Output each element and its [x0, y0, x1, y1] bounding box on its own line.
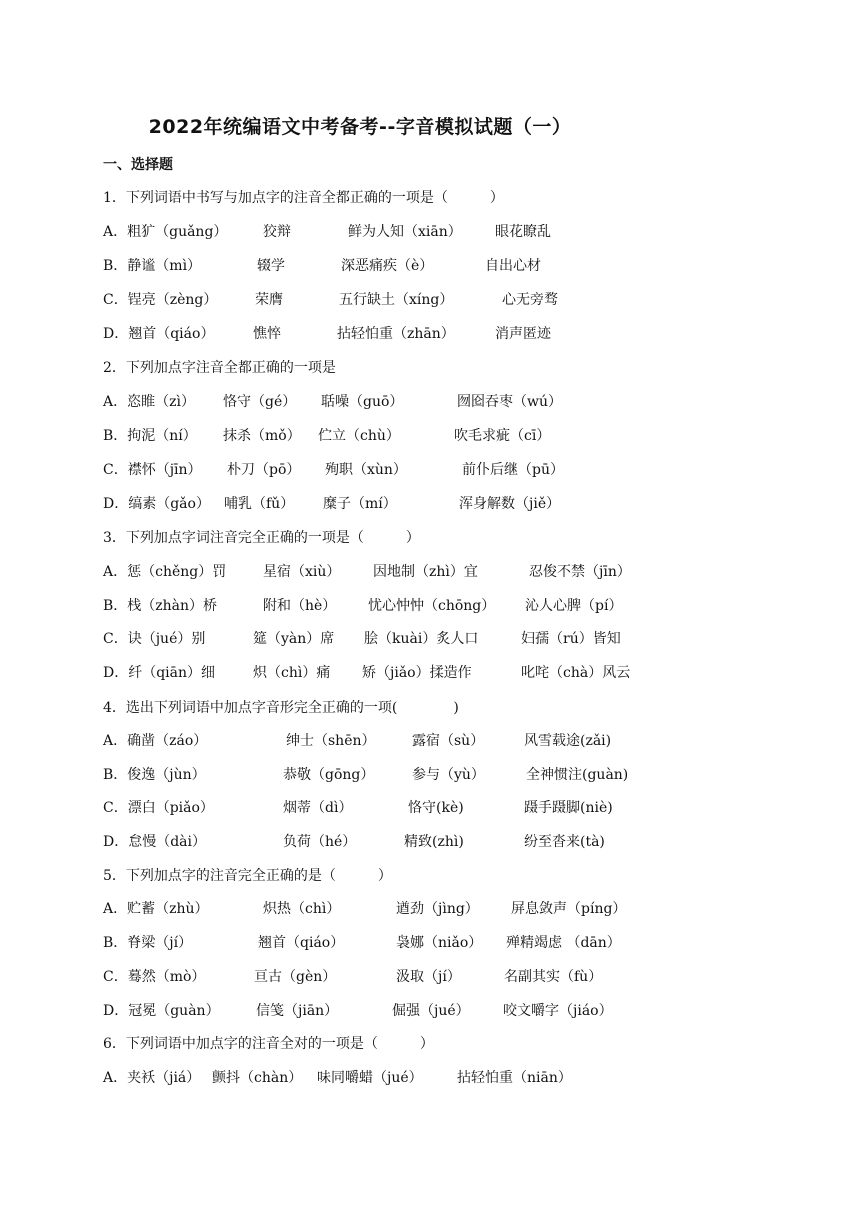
- option-text: 绅士（shēn）: [286, 733, 376, 749]
- question-2-option-a: [103, 391, 753, 413]
- option-text: 朴刀（pō）: [227, 462, 301, 478]
- option-text: 眼花瞭乱: [495, 224, 551, 240]
- option-text: 屏息敛声（píng）: [511, 901, 627, 917]
- option-text: 哺乳（fǔ）: [224, 496, 295, 512]
- question-1-option-c: [103, 289, 753, 311]
- option-text: A．粗犷（guǎng）: [103, 224, 228, 240]
- option-text: 殉职（xùn）: [325, 462, 407, 478]
- option-text: 亘古（gèn）: [254, 969, 337, 985]
- option-text: 忍俊不禁（jīn）: [529, 564, 631, 580]
- option-text: 前仆后继（pū）: [462, 462, 564, 478]
- question-4-stem: 4．选出下列词语中加点字音形完全正确的一项( ): [103, 700, 459, 716]
- option-text: 纷至沓来(tà): [524, 834, 605, 850]
- question-4-option-a: [103, 730, 753, 752]
- question-3-option-a: [103, 561, 753, 583]
- option-text: B．脊梁（jí）: [103, 935, 193, 951]
- option-text: 抹杀（mǒ）: [223, 428, 301, 444]
- option-text: 遒劲（jìng）: [396, 901, 479, 917]
- option-text: 自出心材: [485, 258, 541, 274]
- option-text: 炽热（chì）: [263, 901, 341, 917]
- option-text: 因地制（zhì）宜: [373, 564, 478, 580]
- option-text: 狡辩: [263, 224, 291, 240]
- question-3-stem: 3．下列加点字词注音完全正确的一项是（ ）: [103, 530, 420, 546]
- option-text: 味同嚼蜡（jué）: [317, 1070, 423, 1086]
- option-text: 炽（chì）痛: [253, 665, 331, 681]
- option-text: 拈轻怕重（zhān）: [337, 326, 455, 342]
- option-text: D．翘首（qiáo）: [103, 326, 215, 342]
- option-text: A．惩（chěng）罚: [103, 564, 227, 580]
- question-5-option-c: [103, 966, 753, 988]
- option-text: 咬文嚼字（jiáo）: [503, 1003, 613, 1019]
- question-4-option-c: [103, 797, 753, 819]
- option-text: A．确凿（záo）: [103, 733, 208, 749]
- question-2-option-c: [103, 459, 753, 481]
- option-text: B．栈（zhàn）桥: [103, 598, 218, 614]
- option-text: 消声匿迹: [495, 326, 551, 342]
- option-text: 矫（jiǎo）揉造作: [362, 665, 472, 681]
- option-text: 翘首（qiáo）: [258, 935, 345, 951]
- option-text: 风雪载途(zǎi): [524, 733, 612, 749]
- option-text: C．漂白（piǎo）: [103, 800, 214, 816]
- option-text: 辍学: [257, 258, 285, 274]
- option-text: 筵（yàn）席: [253, 631, 335, 647]
- option-text: 糜子（mí）: [323, 496, 397, 512]
- option-text: C．诀（jué）别: [103, 631, 206, 647]
- question-1-option-b: [103, 255, 753, 277]
- question-5-option-a: [103, 898, 753, 920]
- option-text: A．贮蓄（zhù）: [103, 901, 209, 917]
- option-text: 名副其实（fù）: [504, 969, 603, 985]
- page-title: 2022年统编语文中考备考--字音模拟试题（一）: [148, 116, 572, 138]
- option-text: 囫囵吞枣（wú）: [457, 394, 562, 410]
- option-text: D．冠冕（guàn）: [103, 1003, 220, 1019]
- question-2-option-b: [103, 425, 753, 447]
- question-5-option-b: [103, 932, 753, 954]
- question-1-stem: 1．下列词语中书写与加点字的注音全都正确的一项是（ ）: [103, 190, 504, 206]
- option-text: 汲取（jí）: [396, 969, 461, 985]
- option-text: 袅娜（niǎo）: [396, 935, 483, 951]
- option-text: 恪守(kè): [408, 800, 464, 816]
- option-text: 鲜为人知（xiān）: [348, 224, 462, 240]
- option-text: C．蓦然（mò）: [103, 969, 206, 985]
- option-text: 烟蒂（dì）: [283, 800, 353, 816]
- question-2-stem: 2．下列加点字注音全都正确的一项是: [103, 360, 336, 376]
- option-text: 浑身解数（jiě）: [459, 496, 561, 512]
- question-3-option-d: [103, 662, 753, 684]
- option-text: 深恶痛疾（è）: [341, 258, 434, 274]
- option-text: C．锃亮（zèng）: [103, 292, 218, 308]
- option-text: 心无旁骛: [502, 292, 558, 308]
- question-3-option-c: [103, 628, 753, 650]
- option-text: 忧心忡忡（chōng）: [368, 598, 496, 614]
- option-text: A．夹袄（jiá）: [103, 1070, 201, 1086]
- question-1-option-a: [103, 221, 753, 243]
- option-text: 全神惯注(guàn): [526, 767, 629, 783]
- option-text: D．缟素（gǎo）: [103, 496, 210, 512]
- option-text: 五行缺土（xíng）: [339, 292, 454, 308]
- option-text: 恭敬（gōng）: [283, 767, 375, 783]
- option-text: 脍（kuài）炙人口: [364, 631, 479, 647]
- option-text: 精致(zhì): [404, 834, 464, 850]
- option-text: 荣膺: [255, 292, 283, 308]
- question-1-option-d: [103, 323, 753, 345]
- option-text: 负荷（hé）: [283, 834, 357, 850]
- question-3-option-b: [103, 595, 753, 617]
- option-text: 殚精竭虑 （dān）: [506, 935, 621, 951]
- option-text: 恪守（gé）: [223, 394, 297, 410]
- question-4-option-b: [103, 764, 753, 786]
- option-text: 颤抖（chàn）: [212, 1070, 303, 1086]
- option-text: 附和（hè）: [263, 598, 337, 614]
- section-heading: 一、选择题: [103, 157, 173, 173]
- option-text: 叱咤（chà）风云: [521, 665, 631, 681]
- option-text: B．俊逸（jùn）: [103, 767, 206, 783]
- question-5-stem: 5．下列加点字的注音完全正确的是（ ）: [103, 868, 392, 884]
- option-text: 蹑手蹑脚(niè): [524, 800, 613, 816]
- option-text: 沁人心脾（pí）: [525, 598, 623, 614]
- option-text: 露宿（sù）: [412, 733, 485, 749]
- question-2-option-d: [103, 493, 753, 515]
- option-text: 伫立（chù）: [318, 428, 400, 444]
- question-6-stem: 6．下列词语中加点字的注音全对的一项是（ ）: [103, 1036, 434, 1052]
- question-6-option-a: [103, 1067, 753, 1089]
- option-text: 参与（yù）: [412, 767, 485, 783]
- option-text: D．怠慢（dài）: [103, 834, 207, 850]
- option-text: C．襟怀（jīn）: [103, 462, 202, 478]
- option-text: B．拘泥（ní）: [103, 428, 197, 444]
- option-text: B．静谧（mì）: [103, 258, 202, 274]
- option-text: 星宿（xiù）: [263, 564, 341, 580]
- option-text: A．恣睢（zì）: [103, 394, 195, 410]
- option-text: 倔强（jué）: [392, 1003, 470, 1019]
- option-text: 信笺（jiān）: [256, 1003, 339, 1019]
- option-text: 聒噪（guō）: [321, 394, 404, 410]
- option-text: 吹毛求疵（cī）: [454, 428, 551, 444]
- question-4-option-d: [103, 831, 753, 853]
- question-5-option-d: [103, 1000, 753, 1022]
- option-text: 憔悴: [253, 326, 281, 342]
- option-text: 妇孺（rú）皆知: [521, 631, 621, 647]
- option-text: 拈轻怕重（niān）: [457, 1070, 572, 1086]
- option-text: D．纤（qiān）细: [103, 665, 216, 681]
